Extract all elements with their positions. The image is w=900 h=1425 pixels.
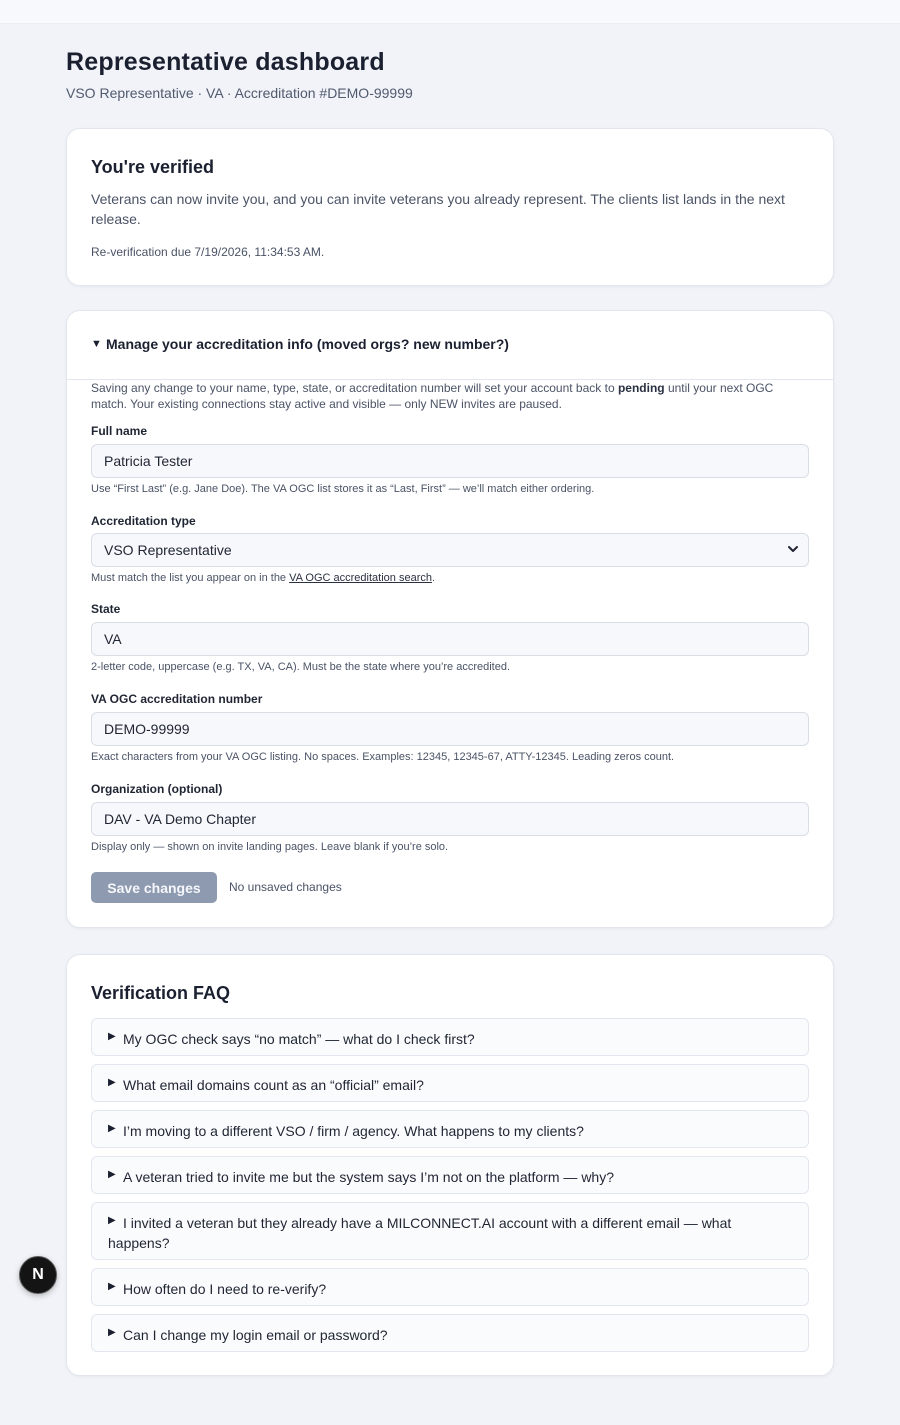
organization-input[interactable]: [91, 802, 809, 836]
manage-accreditation-summary: Manage your accreditation info (moved orgs? new number?): [106, 336, 509, 352]
page-subtitle: VSO Representative · VA · Accreditation #DEMO-99999: [66, 85, 413, 101]
faq-item[interactable]: [91, 1018, 809, 1056]
badge-letter: N: [32, 1266, 44, 1283]
faq-question: Can I change my login email or password?: [123, 1327, 388, 1343]
faq-item[interactable]: [91, 1314, 809, 1352]
faq-question: A veteran tried to invite me but the system says I’m not on the platform — why?: [123, 1169, 614, 1185]
warning-text-post: until your next OGC match. Your existing connections stay active and visible — only NEW invites are paused.: [91, 381, 774, 411]
faq-question: I’m moving to a different VSO / firm / agency. What happens to my clients?: [123, 1123, 584, 1139]
triangle-down-icon: ▼: [91, 338, 102, 350]
accreditation-type-help: [91, 572, 435, 584]
triangle-right-icon: ▶: [108, 1281, 116, 1292]
state-label: State: [91, 602, 121, 616]
pending-warning: [91, 380, 811, 412]
warning-text-pre: Saving any change to your name, type, state, or accreditation number will set your account back to: [91, 381, 618, 395]
faq-title: Verification FAQ: [91, 983, 231, 1003]
faq-item[interactable]: [91, 1156, 809, 1194]
faq-item[interactable]: [91, 1202, 809, 1260]
ogc-search-link[interactable]: VA OGC accreditation search: [289, 572, 432, 584]
dev-tools-badge[interactable]: [19, 1256, 57, 1294]
triangle-right-icon: ▶: [108, 1327, 116, 1338]
organization-help: Display only — shown on invite landing pages. Leave blank if you’re solo.: [91, 841, 449, 853]
faq-question: How often do I need to re-verify?: [123, 1281, 327, 1297]
state-help: 2-letter code, uppercase (e.g. TX, VA, CA). Must be the state where you’re accredited.: [91, 661, 511, 673]
faq-question: I invited a veteran but they already have a MILCONNECT.AI account with a different email — what happens?: [108, 1215, 732, 1251]
manage-accreditation-toggle[interactable]: [67, 311, 833, 380]
accreditation-number-input[interactable]: [91, 712, 809, 746]
save-changes-button[interactable]: Save changes: [91, 872, 217, 903]
triangle-right-icon: ▶: [108, 1031, 116, 1042]
full-name-help: Use “First Last” (e.g. Jane Doe). The VA OGC list stores it as “Last, First” — we’ll match either ordering.: [91, 483, 595, 495]
faq-question: My OGC check says “no match” — what do I check first?: [123, 1031, 475, 1047]
triangle-right-icon: ▶: [108, 1077, 116, 1088]
faq-item[interactable]: [91, 1268, 809, 1306]
triangle-right-icon: ▶: [108, 1215, 116, 1226]
organization-label: Organization (optional): [91, 782, 223, 796]
warning-text-bold: pending: [617, 381, 665, 395]
accreditation-type-select-wrapper: [91, 533, 809, 567]
top-bar: [0, 0, 900, 24]
verified-card: [66, 128, 834, 286]
full-name-input[interactable]: [91, 444, 809, 478]
accreditation-number-help: Exact characters from your VA OGC listing. No spaces. Examples: 12345, 12345-67, ATTY-12345. Leading zeros count.: [91, 751, 675, 763]
verified-title: You're verified: [91, 157, 214, 177]
verified-description: Veterans can now invite you, and you can invite veterans you already represent. The clients list lands in the next release.: [91, 191, 785, 227]
accreditation-type-help-text: Must match the list you appear on in the: [91, 572, 290, 584]
verification-faq-card: [66, 954, 834, 1376]
state-input[interactable]: [91, 622, 809, 656]
page-title: Representative dashboard: [66, 48, 385, 76]
accreditation-number-label: VA OGC accreditation number: [91, 692, 263, 706]
save-status: No unsaved changes: [229, 880, 342, 894]
full-name-label: Full name: [91, 424, 148, 438]
reverification-due: Re-verification due 7/19/2026, 11:34:53 AM.: [91, 245, 325, 259]
accreditation-type-select[interactable]: [91, 533, 809, 567]
accreditation-type-label: Accreditation type: [91, 514, 196, 528]
faq-item[interactable]: [91, 1064, 809, 1102]
faq-question: What email domains count as an “official” email?: [123, 1077, 424, 1093]
manage-accreditation-card: [66, 310, 834, 928]
accreditation-type-help-end: .: [431, 572, 436, 584]
triangle-right-icon: ▶: [108, 1123, 116, 1134]
triangle-right-icon: ▶: [108, 1169, 116, 1180]
faq-item[interactable]: [91, 1110, 809, 1148]
